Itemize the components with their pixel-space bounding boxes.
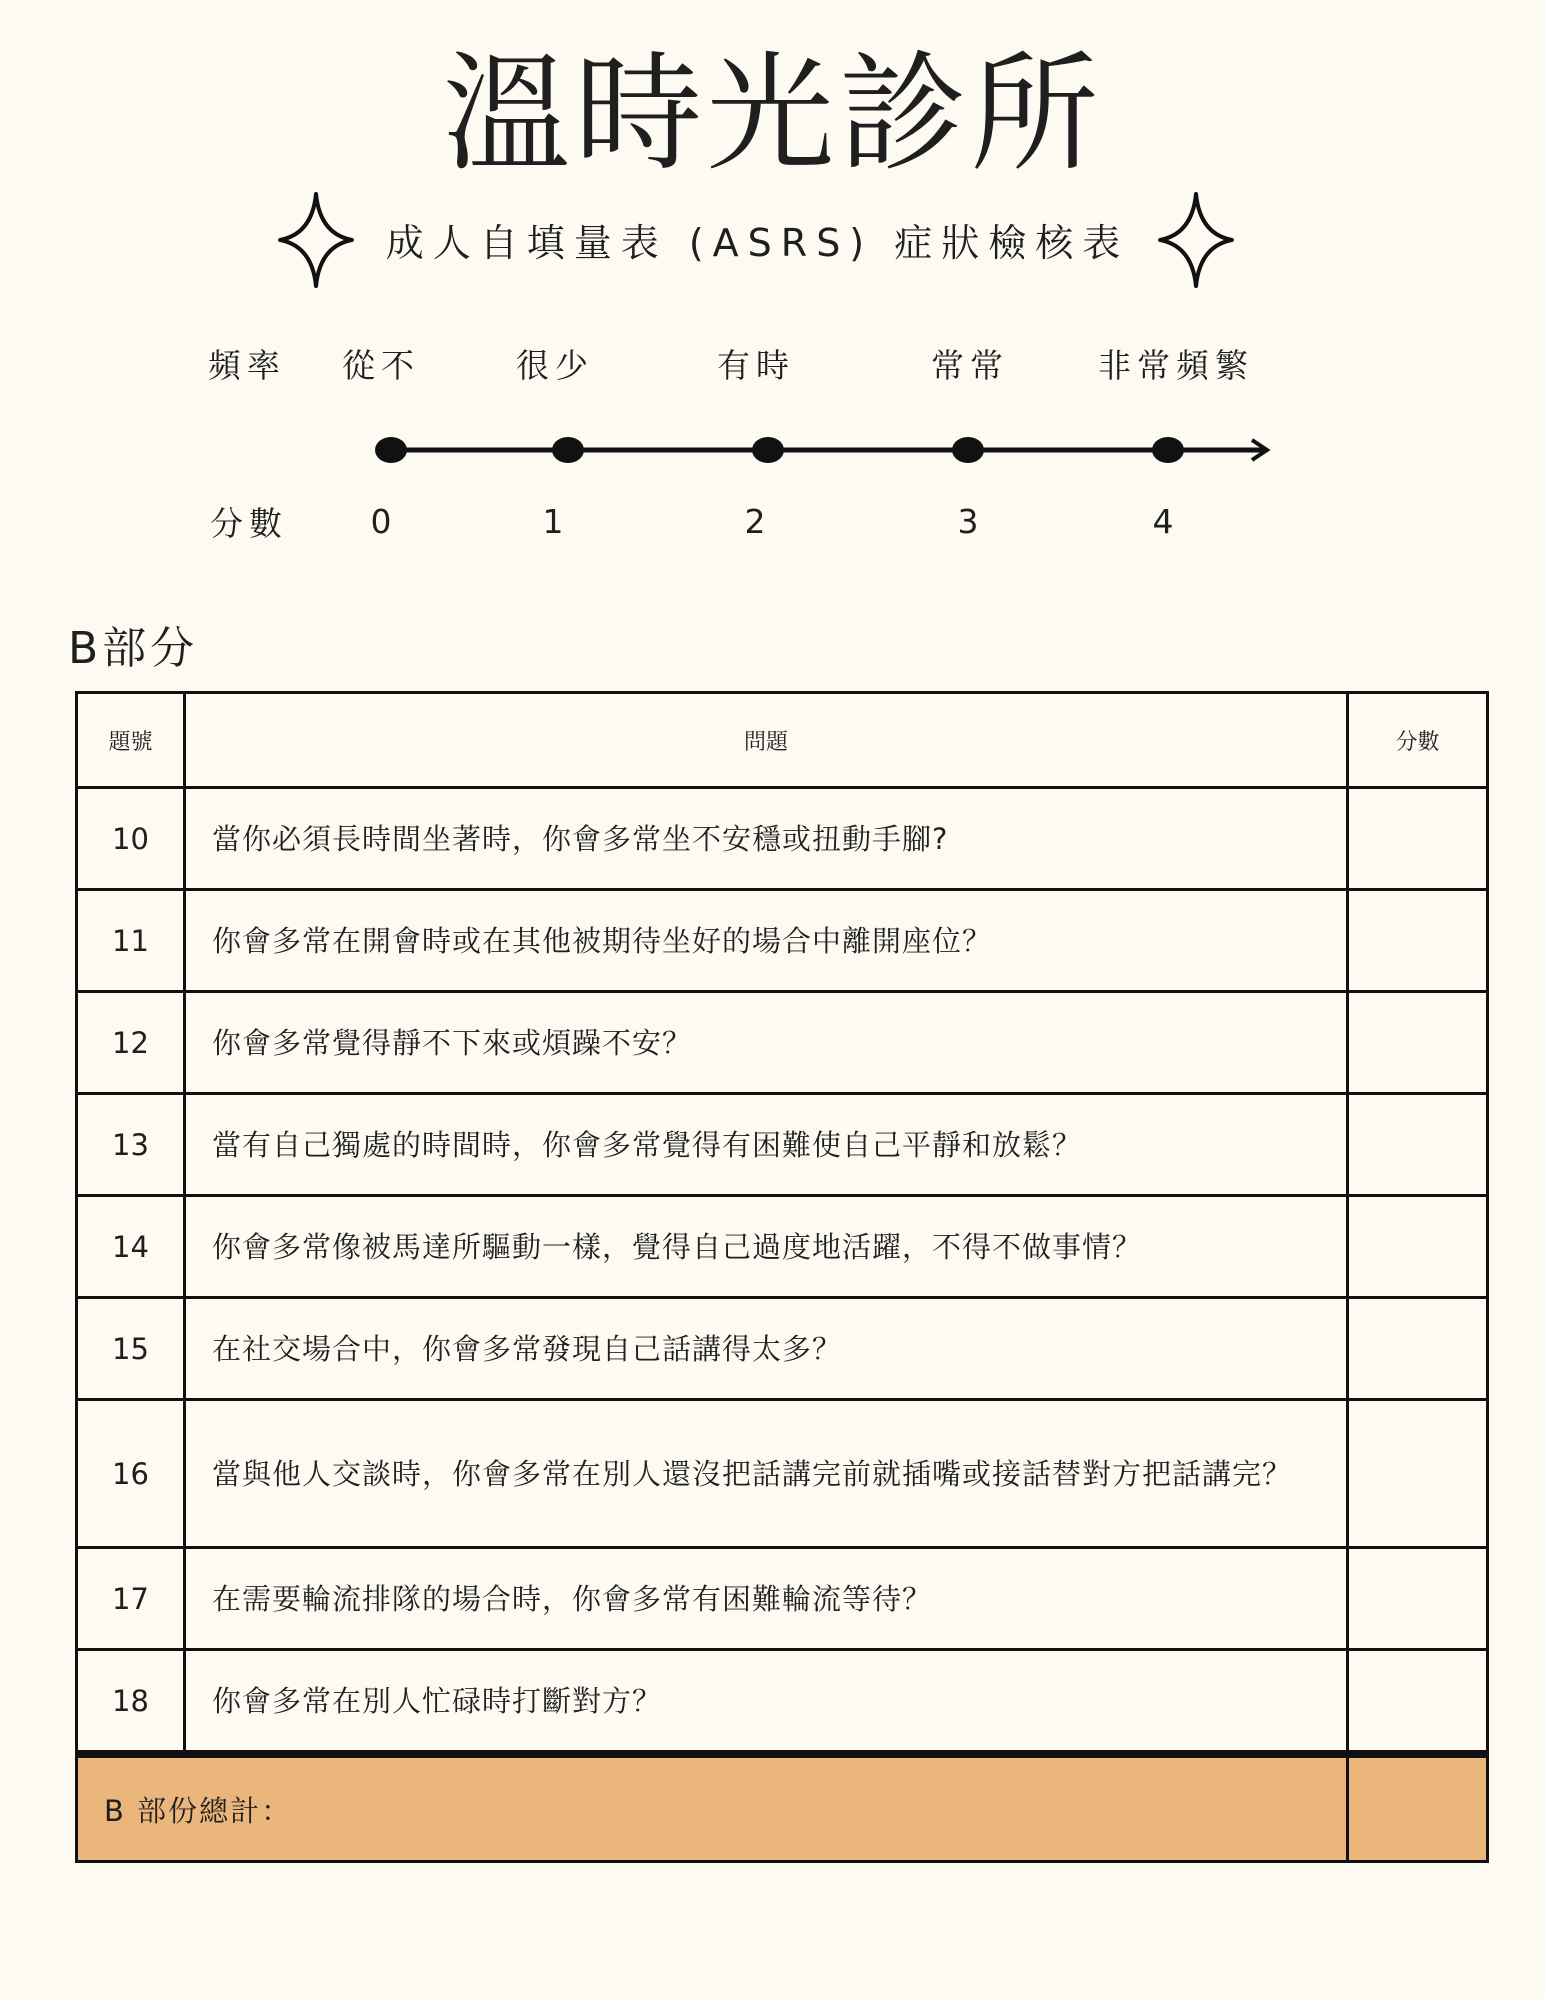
- score-cell[interactable]: [1348, 1196, 1488, 1298]
- question-text: 在社交場合中，你會多常發現自己話講得太多？: [185, 1298, 1348, 1400]
- subtitle-row: [0, 190, 1545, 290]
- score-cell[interactable]: [1348, 1400, 1488, 1548]
- frequency-label: 頻率: [208, 346, 286, 385]
- question-number: 16: [77, 1400, 185, 1548]
- question-number: 18: [77, 1650, 185, 1755]
- score-cell[interactable]: [1348, 1298, 1488, 1400]
- form-subtitle: 成人自填量表 (ASRS) 症狀檢核表: [385, 221, 1130, 265]
- score-cell[interactable]: [1348, 890, 1488, 992]
- score-cell[interactable]: [1348, 1094, 1488, 1196]
- table-row: [77, 1298, 1488, 1400]
- question-text: 當有自己獨處的時間時，你會多常覺得有困難使自己平靜和放鬆？: [185, 1094, 1348, 1196]
- frequency-point-label: 很少: [516, 346, 594, 385]
- table-row: [77, 1094, 1488, 1196]
- question-text: 在需要輪流排隊的場合時，你會多常有困難輪流等待？: [185, 1548, 1348, 1650]
- score-value: 0: [370, 502, 392, 541]
- question-text: 你會多常像被馬達所驅動一樣，覺得自己過度地活躍，不得不做事情？: [185, 1196, 1348, 1298]
- score-value: 4: [1152, 502, 1174, 541]
- question-text: 當你必須長時間坐著時，你會多常坐不安穩或扭動手腳?: [185, 788, 1348, 890]
- score-label: 分數: [210, 504, 288, 543]
- question-number: 14: [77, 1196, 185, 1298]
- table-row: [77, 1196, 1488, 1298]
- frequency-point-label: 常常: [931, 346, 1009, 385]
- table-row: [77, 1400, 1488, 1548]
- table-row: [77, 992, 1488, 1094]
- frequency-point-label: 非常頻繁: [1098, 346, 1254, 385]
- sparkle-icon: [1156, 190, 1236, 290]
- clinic-title: 溫時光診所: [442, 40, 1103, 189]
- table-header-row: [77, 693, 1488, 788]
- score-value: 3: [957, 502, 979, 541]
- table-row: [77, 1548, 1488, 1650]
- scale-point: [375, 437, 407, 463]
- sparkle-icon: [276, 190, 356, 290]
- question-number: 12: [77, 992, 185, 1094]
- table-row: [77, 788, 1488, 890]
- symptom-checklist-table: [75, 691, 1489, 1863]
- question-number: 11: [77, 890, 185, 992]
- question-number: 13: [77, 1094, 185, 1196]
- header-number: 題號: [77, 693, 185, 788]
- scale-point: [552, 437, 584, 463]
- frequency-point-label: 有時: [717, 346, 795, 385]
- score-cell[interactable]: [1348, 788, 1488, 890]
- header-question: 問題: [185, 693, 1348, 788]
- question-number: 10: [77, 788, 185, 890]
- score-cell[interactable]: [1348, 1650, 1488, 1755]
- question-text: 你會多常在別人忙碌時打斷對方？: [185, 1650, 1348, 1755]
- question-text: 你會多常覺得靜不下來或煩躁不安？: [185, 992, 1348, 1094]
- frequency-scale-axis: [360, 420, 1280, 480]
- scale-point: [752, 437, 784, 463]
- scale-point: [952, 437, 984, 463]
- total-score-cell[interactable]: [1348, 1754, 1488, 1862]
- total-label: B 部份總計：: [77, 1754, 1348, 1862]
- total-row: [77, 1754, 1488, 1862]
- question-text: 你會多常在開會時或在其他被期待坐好的場合中離開座位？: [185, 890, 1348, 992]
- scale-point: [1152, 437, 1184, 463]
- table-row: [77, 1650, 1488, 1755]
- score-cell[interactable]: [1348, 1548, 1488, 1650]
- score-value: 1: [542, 502, 564, 541]
- question-text: 當與他人交談時，你會多常在別人還沒把話講完前就插嘴或接話替對方把話講完？: [185, 1400, 1348, 1548]
- score-cell[interactable]: [1348, 992, 1488, 1094]
- table-row: [77, 890, 1488, 992]
- header-score: 分數: [1348, 693, 1488, 788]
- section-title: B部分: [68, 623, 199, 674]
- question-number: 15: [77, 1298, 185, 1400]
- frequency-point-label: 從不: [342, 346, 420, 385]
- score-value: 2: [744, 502, 766, 541]
- question-number: 17: [77, 1548, 185, 1650]
